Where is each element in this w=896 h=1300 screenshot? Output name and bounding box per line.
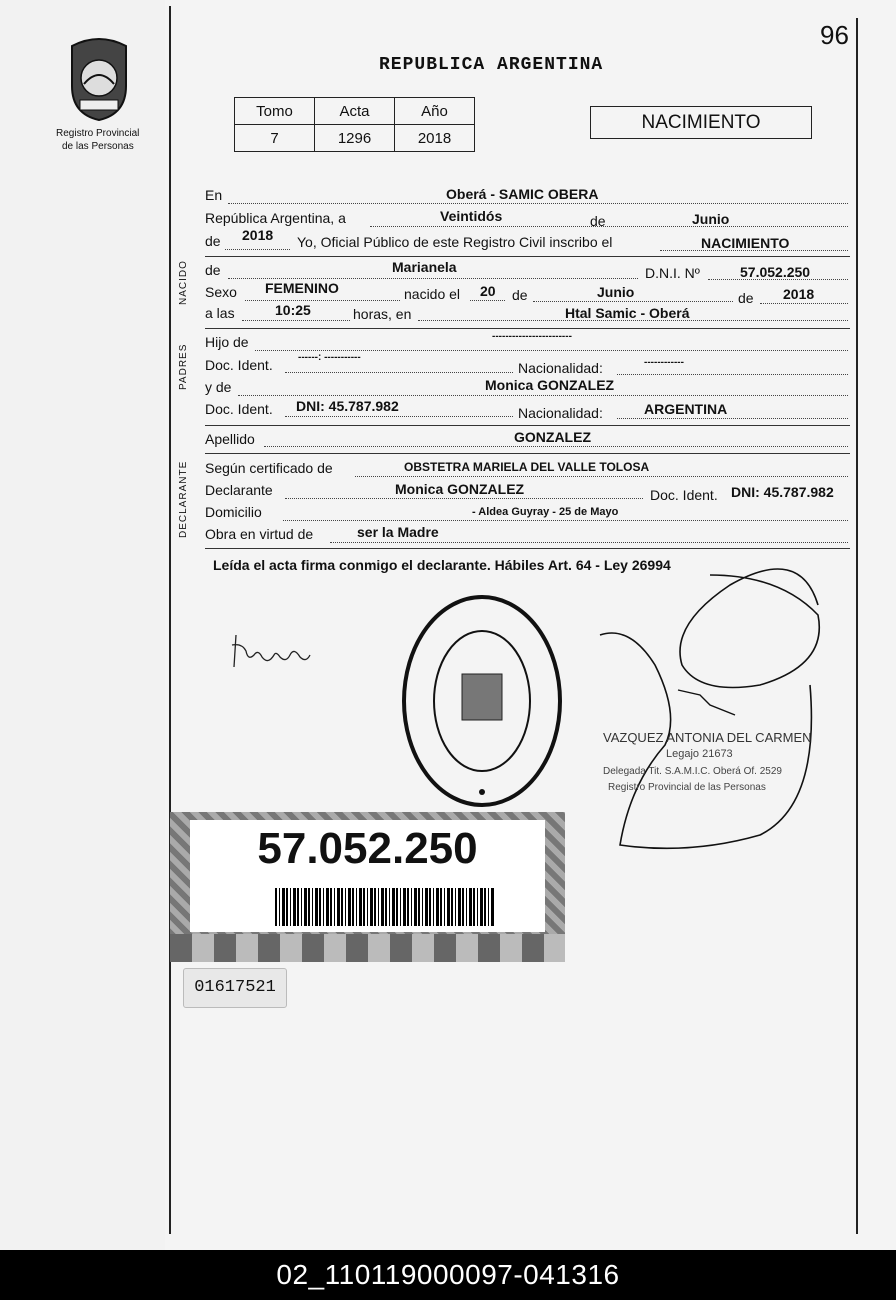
y-de-label: y de — [205, 379, 232, 395]
official-registro: Registro Provincial de las Personas — [608, 782, 766, 793]
official-delegada: Delegada Tit. S.A.M.I.C. Oberá Of. 2529 — [603, 766, 782, 777]
nacido-el-label: nacido el — [404, 286, 461, 302]
doc2-label: Doc. Ident. — [205, 401, 273, 417]
header-tomo: Tomo — [235, 98, 315, 125]
header-ano: Año — [395, 98, 475, 125]
footer-code: 02_110119000097-041316 — [0, 1250, 896, 1300]
value-ano: 2018 — [395, 125, 475, 152]
record-table — [234, 97, 475, 152]
day-words: Veintidós — [440, 208, 503, 224]
apellido-value: GONZALEZ — [514, 429, 591, 445]
nac2-label: Nacionalidad: — [518, 405, 603, 421]
official-signature — [560, 555, 830, 860]
nac1-value: ------------ — [644, 357, 684, 368]
doc1-value: ------: ----------- — [298, 352, 361, 363]
doc3-label: Doc. Ident. — [650, 487, 718, 503]
section-declarante: DECLARANTE — [178, 460, 189, 538]
sexo-label: Sexo — [205, 284, 237, 300]
misiones-emblem-icon — [62, 36, 136, 122]
dni-sticker — [170, 812, 565, 962]
declarante-label: Declarante — [205, 482, 273, 498]
page-title: REPUBLICA ARGENTINA — [379, 55, 604, 75]
father-value: ------------------------ — [492, 331, 572, 342]
declarante-value: Monica GONZALEZ — [395, 481, 525, 497]
sexo-value: FEMENINO — [265, 280, 339, 296]
inscribo-value: NACIMIENTO — [701, 235, 790, 251]
domicilio-value: - Aldea Guyray - 25 de Mayo — [472, 506, 619, 518]
official-name: VAZQUEZ ANTONIA DEL CARMEN — [603, 730, 812, 745]
de-label: de — [590, 213, 606, 229]
value-acta: 1296 — [315, 125, 395, 152]
birth-year-label: de — [738, 290, 754, 306]
obra-value: ser la Madre — [357, 524, 439, 540]
dni-value: 57.052.250 — [740, 264, 811, 280]
mother-signature — [228, 625, 328, 675]
nac1-label: Nacionalidad: — [518, 360, 603, 376]
doc3-value: DNI: 45.787.982 — [731, 484, 834, 500]
obra-label: Obra en virtud de — [205, 526, 314, 542]
province-logo — [62, 36, 136, 122]
apellido-label: Apellido — [205, 431, 255, 447]
year: 2018 — [242, 227, 274, 243]
hijo-label: Hijo de — [205, 334, 249, 350]
month: Junio — [692, 211, 730, 227]
birth-year: 2018 — [783, 286, 815, 302]
horas-label: horas, en — [353, 306, 412, 322]
value-tomo: 7 — [235, 125, 315, 152]
logo-caption-line1: Registro Provincial — [56, 128, 140, 139]
left-border-line — [169, 6, 171, 1234]
closing-statement: Leída el acta firma conmigo el declarante. Hábiles Art. 64 - Ley 26994 — [213, 557, 671, 573]
section-padres: PADRES — [178, 343, 189, 390]
de-name-label: de — [205, 262, 221, 278]
header-acta: Acta — [315, 98, 395, 125]
certificado-label: Según certificado de — [205, 460, 333, 476]
birth-place: Htal Samic - Oberá — [565, 305, 690, 321]
year-prefix: de — [205, 233, 221, 249]
section-nacido: NACIDO — [178, 260, 189, 305]
left-margin — [0, 0, 165, 1250]
nac2-value: ARGENTINA — [644, 401, 728, 417]
logo-caption-line2: de las Personas — [62, 141, 134, 152]
a-las-label: a las — [205, 305, 235, 321]
right-border-line — [856, 18, 858, 1234]
republica-label: República Argentina, a — [205, 210, 346, 226]
birth-time: 10:25 — [275, 302, 311, 318]
official-legajo: Legajo 21673 — [666, 748, 733, 760]
domicilio-label: Domicilio — [205, 504, 262, 520]
record-type-box: NACIMIENTO — [590, 106, 812, 139]
birth-day: 20 — [480, 283, 496, 299]
page-number: 96 — [820, 20, 849, 50]
dni-label: D.N.I. Nº — [645, 265, 700, 281]
en-value: Oberá - SAMIC OBERA — [446, 186, 599, 202]
child-name: Marianela — [392, 259, 457, 275]
mother-value: Monica GONZALEZ — [485, 377, 615, 393]
birth-month: Junio — [597, 284, 635, 300]
inscribo-text: Yo, Oficial Público de este Registro Civil inscribo el — [297, 234, 613, 250]
barcode — [275, 888, 495, 926]
serial-label: 01617521 — [183, 968, 287, 1008]
certificado-value: OBSTETRA MARIELA DEL VALLE TOLOSA — [404, 460, 650, 474]
dni-sticker-number: 57.052.250 — [257, 824, 478, 873]
en-label: En — [205, 187, 223, 203]
doc1-label: Doc. Ident. — [205, 357, 273, 373]
doc2-value: DNI: 45.787.982 — [296, 398, 399, 414]
birth-de-label: de — [512, 287, 528, 303]
